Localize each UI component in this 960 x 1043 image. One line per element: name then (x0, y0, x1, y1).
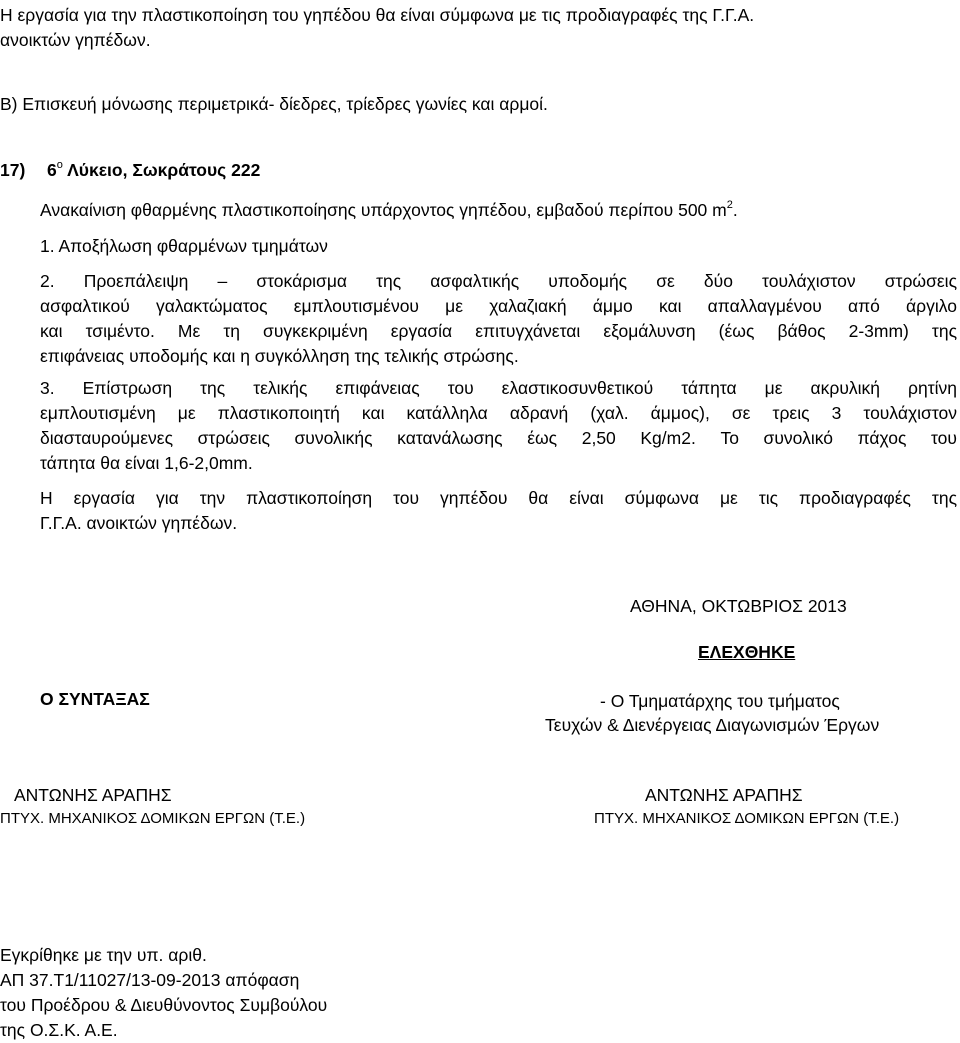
step-2-line-4: επιφάνειας υποδομής και η συγκόλληση της τελικής στρώσης. (40, 346, 519, 366)
description-suffix: . (732, 200, 738, 220)
school-name: Λύκειο, Σωκράτους 222 (67, 160, 261, 180)
school-ordinal-sup: ο (56, 159, 63, 172)
item-17-description (40, 198, 738, 223)
section-b-title: Β) Επισκευή μόνωσης περιμετρικά- δίεδρες, τρίεδρες γωνίες και αρμοί. (0, 94, 548, 114)
step-2-line-2: ασφαλτικού γαλακτώματος εμπλουτισμένου με χαλαζιακή άμμο και απαλλαγμένου από άργιλο (40, 296, 957, 316)
item-17-heading (0, 158, 260, 183)
step-2-line-3: και τσιμέντο. Με τη συγκεκριμένη εργασία επιτυγχάνεται εξομάλυνση (έως βάθος 2-3mm) της (40, 321, 957, 341)
head-title-line-1: - Ο Τμηματάρχης του τμήματος (600, 691, 840, 711)
intro-line-1: Η εργασία για την πλαστικοποίηση του γηπέδου θα είναι σύμφωνα με τις προδιαγραφές της Γ.Γ.Α. (0, 5, 755, 25)
approval-line-2: ΑΠ 37.Τ1/11027/13-09-2013 απόφαση (0, 970, 300, 990)
step-3 (40, 376, 957, 476)
closing-paragraph (40, 486, 957, 536)
closing-line-1: Η εργασία για την πλαστικοποίηση του γηπέδου θα είναι σύμφωνα με τις προδιαγραφές της (40, 488, 957, 508)
place-date: ΑΘΗΝΑ, ΟΚΤΩΒΡΙΟΣ 2013 (630, 596, 847, 616)
closing-line-2: Γ.Γ.Α. ανοικτών γηπέδων. (40, 513, 238, 533)
item-number: 17) (0, 160, 26, 180)
step-3-line-3: διασταυρούμενες στρώσεις συνολικής κατανάλωσης έως 2,50 Kg/m2. Το συνολικό πάχος του (40, 428, 957, 448)
step-2 (40, 269, 957, 369)
approval-line-1: Εγκρίθηκε με την υπ. αριθ. (0, 945, 207, 965)
left-signature-name: ΑΝΤΩΝΗΣ ΑΡΑΠΗΣ (14, 785, 172, 805)
author-label: Ο ΣΥΝΤΑΞΑΣ (40, 689, 150, 709)
description-sup: 2 (726, 199, 733, 212)
step-3-line-2: εμπλουτισμένη με πλαστικοποιητή και κατάλληλα αδρανή (χαλ. άμμος), σε τρεις 3 τουλάχιστον (40, 403, 957, 423)
approval-line-4: της Ο.Σ.Κ. Α.Ε. (0, 1020, 118, 1040)
step-2-line-1: 2. Προεπάλειψη – στοκάρισμα της ασφαλτικής υποδομής σε δύο τουλάχιστον στρώσεις (40, 271, 957, 291)
intro-line-2: ανοικτών γηπέδων. (0, 30, 151, 50)
right-signature-title: ΠΤΥΧ. ΜΗΧΑΝΙΚΟΣ ΔΟΜΙΚΩΝ ΕΡΓΩΝ (Τ.Ε.) (594, 810, 900, 827)
checked-label: ΕΛΕΧΘΗΚΕ (698, 642, 796, 662)
head-title-line-2: Τευχών & Διενέργειας Διαγωνισμών Έργων (545, 715, 880, 735)
approval-line-3: του Προέδρου & Διευθύνοντος Συμβούλου (0, 995, 328, 1015)
description-text: Ανακαίνιση φθαρμένης πλαστικοποίησης υπάρχοντος γηπέδου, εμβαδού περίπου 500 m (40, 200, 727, 220)
school-prefix: 6 (47, 160, 57, 180)
step-1: 1. Αποξήλωση φθαρμένων τμημάτων (40, 236, 328, 256)
step-3-line-1: 3. Επίστρωση της τελικής επιφάνειας του ελαστικοσυνθετικού τάπητα με ακρυλική ρητίνη (40, 378, 957, 398)
step-3-line-4: τάπητα θα είναι 1,6-2,0mm. (40, 453, 253, 473)
left-signature-title: ΠΤΥΧ. ΜΗΧΑΝΙΚΟΣ ΔΟΜΙΚΩΝ ΕΡΓΩΝ (Τ.Ε.) (0, 810, 306, 827)
right-signature-name: ΑΝΤΩΝΗΣ ΑΡΑΠΗΣ (645, 785, 803, 805)
